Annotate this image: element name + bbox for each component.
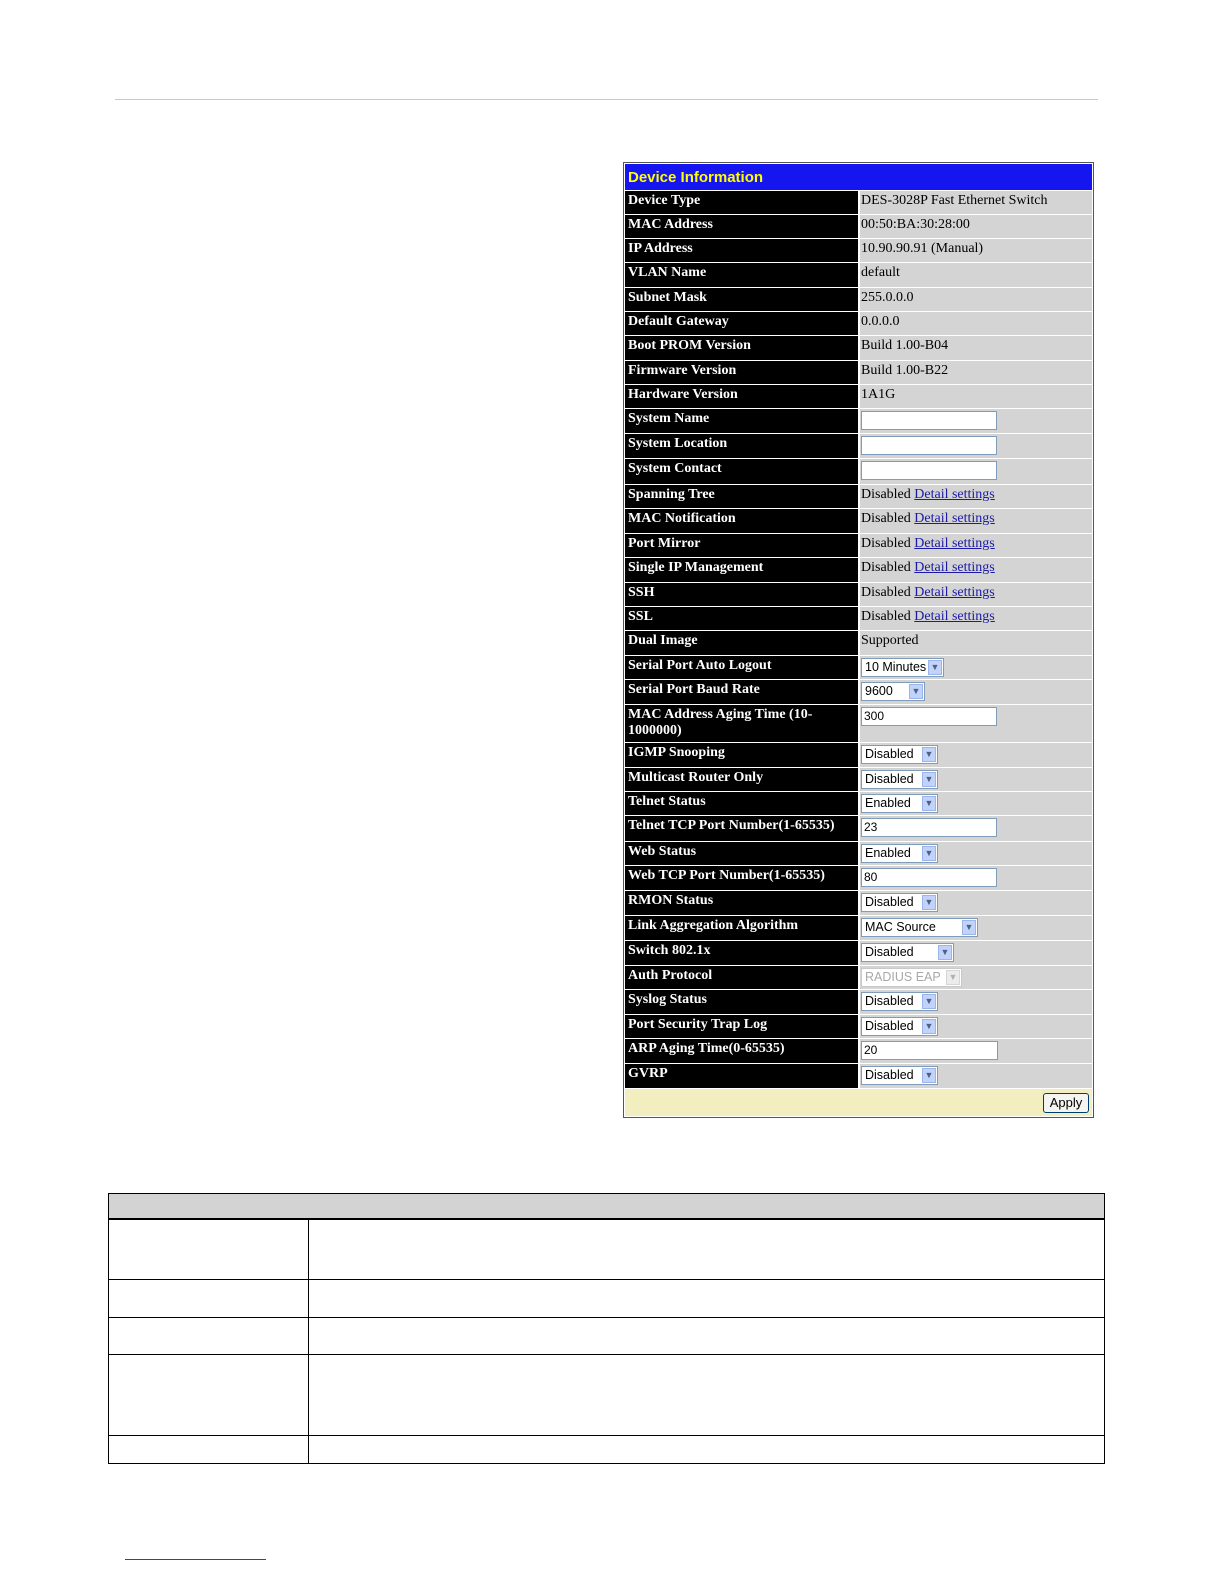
field-value-cell: [860, 656, 1092, 679]
dropdown-value: Disabled: [865, 747, 914, 761]
row-ssl: [625, 607, 1092, 630]
detail-settings-link[interactable]: Detail settings: [914, 487, 995, 502]
dropdown-value: Disabled: [865, 1019, 914, 1033]
chevron-down-icon[interactable]: ▼: [922, 1068, 936, 1083]
table-cell: [109, 1355, 309, 1435]
field-value-cell: [860, 966, 1092, 989]
dropdown-select[interactable]: [861, 1017, 938, 1036]
field-value: default: [861, 265, 900, 280]
description-table-header: [109, 1194, 1104, 1220]
field-value-cell: [860, 792, 1092, 815]
field-value: DES-3028P Fast Ethernet Switch: [861, 193, 1048, 208]
field-label: SSH: [625, 583, 858, 606]
field-label: MAC Address Aging Time (10-1000000): [625, 705, 858, 742]
row-multicast-router-only: [625, 768, 1092, 791]
field-label: Firmware Version: [625, 361, 858, 384]
row-mac-address: [625, 215, 1092, 238]
field-label: Boot PROM Version: [625, 336, 858, 360]
table-cell: [109, 1436, 309, 1463]
dropdown-value: RADIUS EAP: [865, 970, 941, 984]
field-value-cell: [860, 459, 1092, 484]
field-label: Port Security Trap Log: [625, 1015, 858, 1038]
field-label: Link Aggregation Algorithm: [625, 916, 858, 940]
chevron-down-icon[interactable]: ▼: [922, 796, 936, 811]
field-value-cell: [860, 1015, 1092, 1038]
table-cell: [109, 1220, 309, 1279]
row-port-mirror: [625, 534, 1092, 557]
field-value-cell: [860, 768, 1092, 791]
dropdown-value: Enabled: [865, 846, 911, 860]
chevron-down-icon[interactable]: ▼: [922, 895, 936, 910]
field-value: 255.0.0.0: [861, 290, 914, 305]
chevron-down-icon[interactable]: ▼: [938, 945, 952, 960]
field-value-cell: [860, 842, 1092, 865]
row-ip-address: [625, 239, 1092, 262]
text-input[interactable]: [861, 461, 997, 480]
field-value-cell: [860, 385, 1092, 408]
text-input[interactable]: [861, 411, 997, 430]
field-label: Web TCP Port Number(1-65535): [625, 866, 858, 890]
field-label: System Name: [625, 409, 858, 433]
text-input[interactable]: [861, 436, 997, 455]
field-value-cell: [860, 583, 1092, 606]
row-ssh: [625, 583, 1092, 606]
row-telnet-tcp-port-number-1-65535: [625, 816, 1092, 841]
row-system-contact: [625, 459, 1092, 484]
row-device-type: [625, 191, 1092, 214]
field-label: Telnet Status: [625, 792, 858, 815]
field-value-cell: [860, 409, 1092, 433]
field-value: 0.0.0.0: [861, 314, 900, 329]
row-system-location: [625, 434, 1092, 458]
table-row: [109, 1280, 1104, 1318]
status-value: Disabled: [861, 585, 911, 600]
field-label: MAC Address: [625, 215, 858, 238]
field-value-cell: [860, 990, 1092, 1014]
panel-title: Device Information: [625, 164, 1092, 190]
row-link-aggregation-algorithm: [625, 916, 1092, 940]
row-firmware-version: [625, 361, 1092, 384]
field-value-cell: [860, 239, 1092, 262]
device-information-panel: [623, 162, 1094, 1118]
field-label: Hardware Version: [625, 385, 858, 408]
dropdown-select[interactable]: [861, 1066, 938, 1085]
chevron-down-icon[interactable]: ▼: [909, 684, 923, 699]
field-label: System Location: [625, 434, 858, 458]
field-label: Default Gateway: [625, 312, 858, 335]
field-label: Syslog Status: [625, 990, 858, 1014]
chevron-down-icon[interactable]: ▼: [922, 1019, 936, 1034]
detail-settings-link[interactable]: Detail settings: [914, 609, 995, 624]
chevron-down-icon[interactable]: ▼: [922, 772, 936, 787]
text-input[interactable]: 20: [861, 1041, 998, 1060]
dropdown-select[interactable]: [861, 770, 938, 789]
dropdown-select[interactable]: [861, 918, 978, 937]
field-label: Telnet TCP Port Number(1-65535): [625, 816, 858, 841]
field-label: Dual Image: [625, 631, 858, 655]
dropdown-select[interactable]: [861, 682, 925, 701]
footer-link-underline: [125, 1559, 266, 1560]
field-value-cell: [860, 288, 1092, 311]
field-label: Web Status: [625, 842, 858, 865]
field-label: MAC Notification: [625, 509, 858, 533]
field-value: Supported: [861, 633, 919, 648]
field-value-cell: [860, 631, 1092, 655]
field-value-cell: [860, 191, 1092, 214]
field-label: Multicast Router Only: [625, 768, 858, 791]
table-row: [109, 1436, 1104, 1463]
dropdown-value: 9600: [865, 684, 893, 698]
field-value-cell: [860, 1039, 1092, 1063]
field-value-cell: [860, 534, 1092, 557]
dropdown-value: MAC Source: [865, 920, 936, 934]
chevron-down-icon[interactable]: ▼: [946, 970, 960, 985]
field-value-cell: [860, 336, 1092, 360]
field-label: Device Type: [625, 191, 858, 214]
field-value-cell: [860, 215, 1092, 238]
row-vlan-name: [625, 263, 1092, 287]
dropdown-select[interactable]: [861, 943, 954, 962]
row-arp-aging-time-0-65535: [625, 1039, 1092, 1063]
row-telnet-status: [625, 792, 1092, 815]
detail-settings-link[interactable]: Detail settings: [914, 511, 995, 526]
field-value-cell: [860, 485, 1092, 508]
field-value-cell: [860, 891, 1092, 915]
row-syslog-status: [625, 990, 1092, 1014]
row-serial-port-auto-logout: [625, 656, 1092, 679]
field-label: IGMP Snooping: [625, 743, 858, 767]
field-label: Spanning Tree: [625, 485, 858, 508]
field-label: VLAN Name: [625, 263, 858, 287]
apply-button[interactable]: Apply: [1043, 1093, 1089, 1113]
row-serial-port-baud-rate: [625, 680, 1092, 704]
field-label: RMON Status: [625, 891, 858, 915]
field-value-cell: [860, 1064, 1092, 1088]
status-value: Disabled: [861, 487, 911, 502]
field-value-cell: [860, 361, 1092, 384]
field-value-cell: [860, 743, 1092, 767]
row-rmon-status: [625, 891, 1092, 915]
row-web-status: [625, 842, 1092, 865]
field-label: IP Address: [625, 239, 858, 262]
chevron-down-icon[interactable]: ▼: [922, 846, 936, 861]
row-mac-address-aging-time-10-1000000: [625, 705, 1092, 742]
field-label: SSL: [625, 607, 858, 630]
dropdown-select[interactable]: [861, 844, 938, 863]
field-value-cell: [860, 705, 1092, 742]
field-value-cell: [860, 558, 1092, 582]
status-value: Disabled: [861, 560, 911, 575]
dropdown-select[interactable]: [861, 893, 938, 912]
dropdown-value: Enabled: [865, 796, 911, 810]
status-value: Disabled: [861, 536, 911, 551]
table-row: [109, 1318, 1104, 1355]
field-value-cell: [860, 680, 1092, 704]
row-hardware-version: [625, 385, 1092, 408]
text-input[interactable]: 300: [861, 707, 997, 726]
top-rule: [115, 99, 1098, 100]
field-value-cell: [860, 916, 1092, 940]
dropdown-value: Disabled: [865, 994, 914, 1008]
dropdown-select[interactable]: [861, 745, 938, 764]
field-label: Serial Port Baud Rate: [625, 680, 858, 704]
table-row: [109, 1220, 1104, 1280]
dropdown-select[interactable]: [861, 794, 938, 813]
status-value: Disabled: [861, 511, 911, 526]
dropdown-value: Disabled: [865, 772, 914, 786]
field-value-cell: [860, 816, 1092, 841]
field-value-cell: [860, 607, 1092, 630]
field-value: 10.90.90.91 (Manual): [861, 241, 984, 256]
field-value-cell: [860, 866, 1092, 890]
detail-settings-link[interactable]: Detail settings: [914, 536, 995, 551]
field-label: GVRP: [625, 1064, 858, 1088]
table-cell: [109, 1280, 309, 1317]
dropdown-value: Disabled: [865, 945, 914, 959]
row-gvrp: [625, 1064, 1092, 1088]
field-value-cell: [860, 263, 1092, 287]
field-value: 1A1G: [861, 387, 896, 402]
row-spanning-tree: [625, 485, 1092, 508]
row-web-tcp-port-number-1-65535: [625, 866, 1092, 890]
dropdown-select[interactable]: [861, 992, 938, 1011]
row-subnet-mask: [625, 288, 1092, 311]
text-input[interactable]: 80: [861, 868, 997, 887]
field-label: Port Mirror: [625, 534, 858, 557]
field-label: Single IP Management: [625, 558, 858, 582]
detail-settings-link[interactable]: Detail settings: [914, 585, 995, 600]
row-switch-802-1x: [625, 941, 1092, 965]
chevron-down-icon[interactable]: ▼: [928, 660, 942, 675]
field-value-cell: [860, 434, 1092, 458]
row-port-security-trap-log: [625, 1015, 1092, 1038]
chevron-down-icon[interactable]: ▼: [962, 920, 976, 935]
row-boot-prom-version: [625, 336, 1092, 360]
row-system-name: [625, 409, 1092, 433]
row-single-ip-management: [625, 558, 1092, 582]
dropdown-value: Disabled: [865, 1068, 914, 1082]
row-dual-image: [625, 631, 1092, 655]
chevron-down-icon[interactable]: ▼: [922, 994, 936, 1009]
dropdown-value: Disabled: [865, 895, 914, 909]
field-value-cell: [860, 941, 1092, 965]
field-value: Build 1.00-B04: [861, 338, 949, 353]
field-label: Switch 802.1x: [625, 941, 858, 965]
table-row: [109, 1355, 1104, 1436]
field-value-cell: [860, 312, 1092, 335]
row-default-gateway: [625, 312, 1092, 335]
field-value-cell: [860, 509, 1092, 533]
field-value: Build 1.00-B22: [861, 363, 949, 378]
field-label: System Contact: [625, 459, 858, 484]
description-table: [108, 1193, 1105, 1464]
panel-footer: [625, 1089, 1092, 1116]
field-label: ARP Aging Time(0-65535): [625, 1039, 858, 1063]
text-input[interactable]: 23: [861, 818, 997, 837]
dropdown-select: [861, 968, 962, 987]
field-label: Auth Protocol: [625, 966, 858, 989]
dropdown-select[interactable]: [861, 658, 944, 677]
chevron-down-icon[interactable]: ▼: [922, 747, 936, 762]
detail-settings-link[interactable]: Detail settings: [914, 560, 995, 575]
dropdown-value: 10 Minutes: [865, 660, 927, 674]
row-igmp-snooping: [625, 743, 1092, 767]
row-mac-notification: [625, 509, 1092, 533]
field-label: Subnet Mask: [625, 288, 858, 311]
status-value: Disabled: [861, 609, 911, 624]
field-value: 00:50:BA:30:28:00: [861, 217, 970, 232]
field-label: Serial Port Auto Logout: [625, 656, 858, 679]
row-auth-protocol: [625, 966, 1092, 989]
table-cell: [109, 1318, 309, 1354]
